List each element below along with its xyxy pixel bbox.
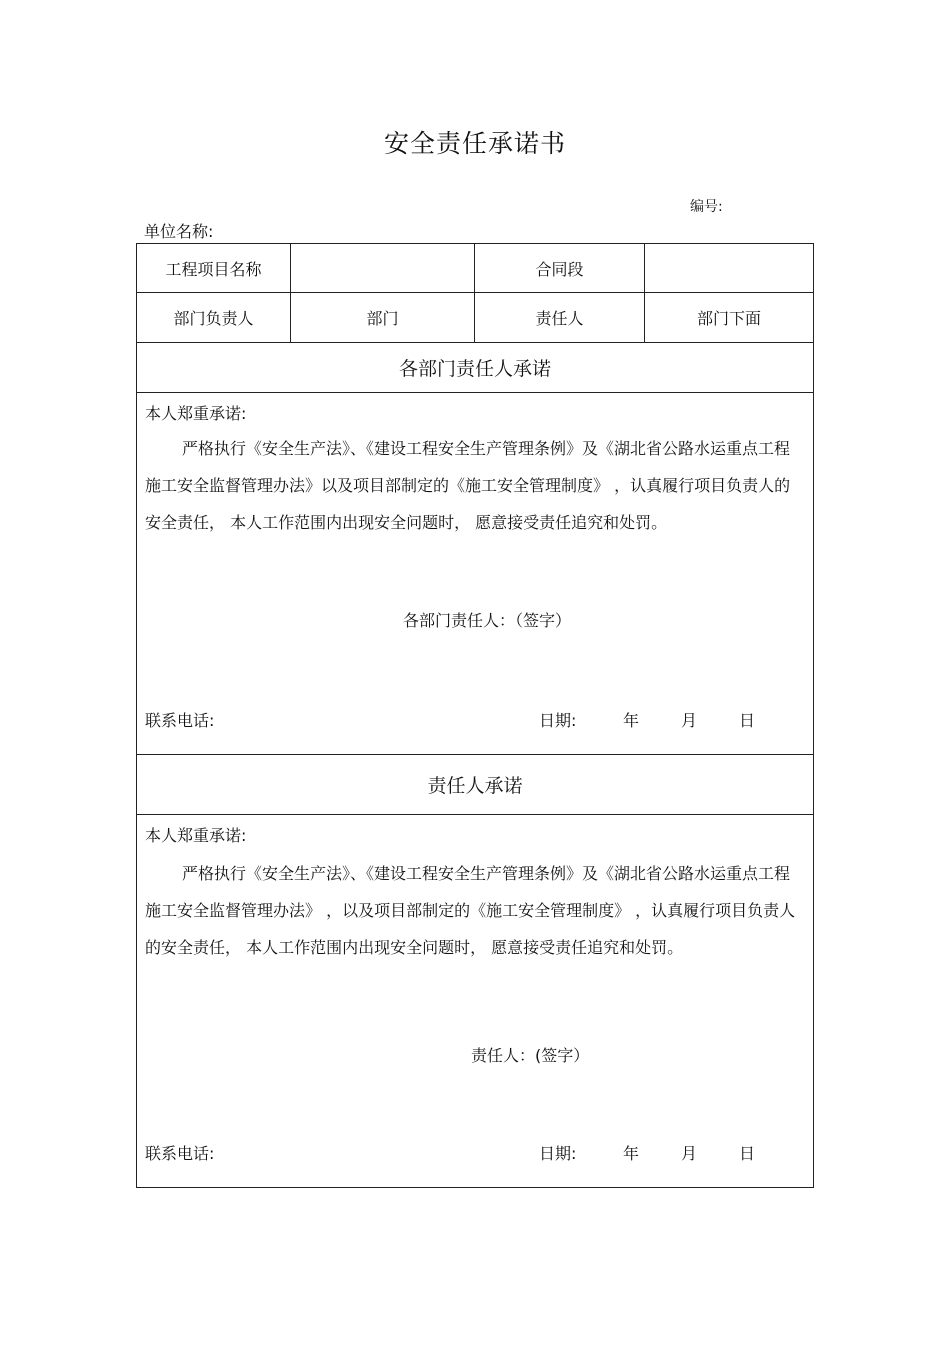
dept-field: 部门 [291, 293, 475, 342]
section1-heading-row [137, 343, 813, 393]
project-name-label: 工程项目名称 [137, 244, 291, 292]
section2-heading: 责任人承诺 [427, 775, 523, 797]
section2-day: 日 [739, 1144, 756, 1163]
section1-month: 月 [681, 711, 698, 730]
section2-signature: 责任人：(签字） [471, 1046, 590, 1065]
project-row [137, 244, 813, 293]
contract-section-label: 合同段 [475, 244, 645, 292]
section1-paragraph: 严格执行《安全生产法》、《建设工程安全生产管理条例》及《湖北省公路水运重点工程施工安全监督管理办法》以及项目部制定的《施工安全管理制度》 ，认真履行项目负责人的安全责任， 本人工作范围内出现安全问题时， 愿意接受责任追究和处罚。 [145, 439, 791, 532]
unit-name-label: 单位名称: [144, 222, 214, 241]
project-name-field[interactable] [291, 244, 475, 292]
section1-body [137, 393, 813, 755]
section1-year: 年 [623, 711, 640, 730]
commitment-form [136, 243, 814, 1188]
section2-date-label: 日期: [539, 1144, 577, 1163]
section1-day: 日 [739, 711, 756, 730]
section2-month: 月 [681, 1144, 698, 1163]
section2-year: 年 [623, 1144, 640, 1163]
contract-section-field[interactable] [645, 244, 813, 292]
section1-signature: 各部门责任人：（签字） [403, 611, 572, 630]
section2-phone-label: 联系电话: [145, 1144, 215, 1163]
serial-number-label: 编号: [690, 199, 723, 215]
section1-heading: 各部门责任人承诺 [398, 358, 551, 380]
dept-below-field: 部门下面 [696, 309, 761, 328]
section1-lead: 本人郑重承诺: [145, 404, 247, 423]
document-title: 安全责任承诺书 [383, 129, 566, 158]
responsible-person-label: 责任人 [475, 293, 645, 342]
section1-date-label: 日期: [539, 711, 577, 730]
section2-paragraph: 严格执行《安全生产法》、《建设工程安全生产管理条例》及《湖北省公路水运重点工程施工安全监督管理办法》 ，以及项目部制定的《施工安全管理制度》 ，认真履行项目负责人的安全责任， 本人工作范围内出现安全问题时， 愿意接受责任追究和处罚。 [145, 864, 796, 957]
section1-phone-label: 联系电话: [145, 711, 215, 730]
section2-body [137, 815, 813, 1187]
section2-heading-row [137, 755, 813, 815]
dept-head-label: 部门负责人 [137, 293, 291, 342]
section2-lead: 本人郑重承诺: [145, 826, 247, 845]
responsible-row [137, 293, 813, 343]
